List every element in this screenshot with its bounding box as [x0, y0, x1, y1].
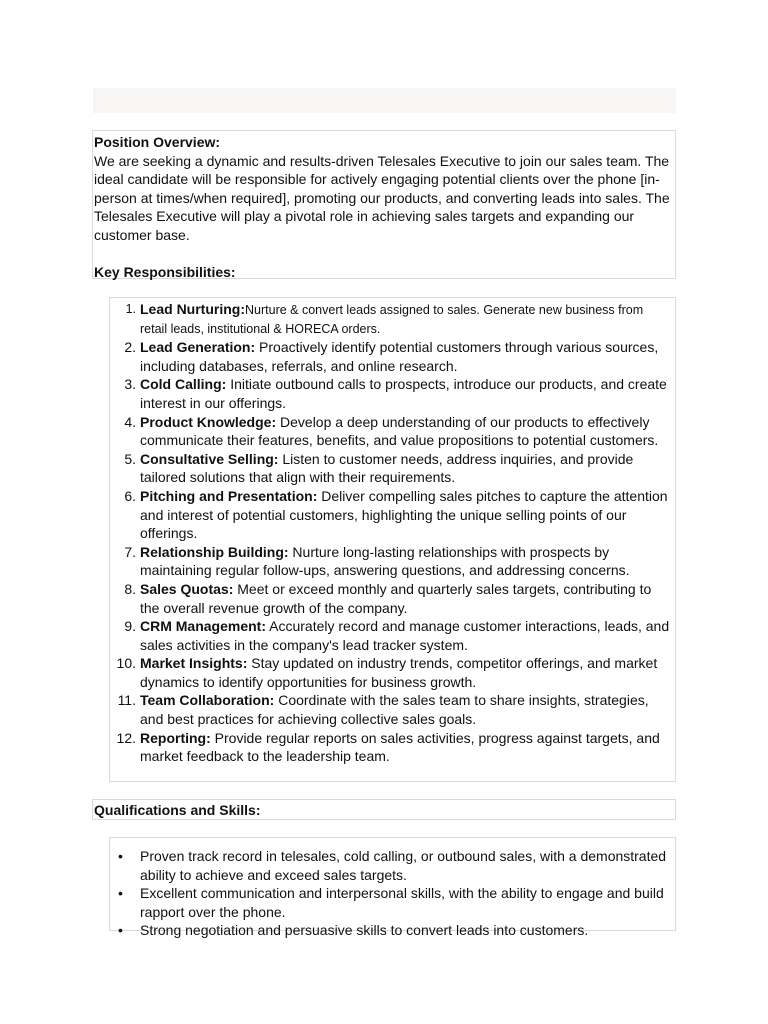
responsibilities-section [109, 297, 676, 782]
list-item [114, 847, 671, 884]
list-item [114, 921, 671, 940]
position-overview-section [92, 130, 676, 279]
list-item [114, 580, 671, 617]
spacer [94, 245, 673, 264]
item-number: 4. [124, 413, 136, 430]
item-term: Lead Generation: [140, 339, 256, 356]
item-text: Develop a deep understanding of our products to effectively communicate their features, benefits, and value propositions to potential customers. [140, 413, 659, 449]
list-item [114, 729, 671, 766]
item-term: Reporting: [140, 729, 211, 746]
bullet-icon: • [118, 848, 123, 864]
item-text: Proven track record in telesales, cold calling, or outbound sales, with a demonstrated ability to achieve and exceed sales targets. [140, 848, 667, 883]
list-item [114, 543, 671, 580]
list-item [114, 654, 671, 691]
qualifications-section [109, 837, 676, 939]
item-number: 10. [116, 655, 136, 672]
list-item [114, 487, 671, 543]
item-number: 11. [117, 692, 136, 709]
list-item [114, 300, 671, 338]
item-text: Nurture long-lasting relationships with prospects by maintaining regular follow-ups, answering questions, and addressing concerns. [140, 543, 630, 579]
list-item [114, 617, 671, 654]
item-text: Provide regular reports on sales activities, progress against targets, and market feedback to the leadership team. [140, 729, 660, 765]
item-number: 12. [116, 729, 136, 746]
item-text: Coordinate with the sales team to share insights, strategies, and best practices for achieving collective sales goals. [140, 692, 649, 728]
bullet-icon: • [118, 885, 123, 902]
item-term: Pitching and Presentation: [140, 487, 318, 504]
header-bar [93, 88, 676, 113]
list-item [114, 413, 671, 450]
item-text: Accurately record and manage customer interactions, leads, and sales activities in the company's lead tracker system. [140, 618, 670, 653]
list-item [114, 884, 671, 921]
bullet-icon: • [118, 922, 123, 939]
item-text: Strong negotiation and persuasive skills to convert leads into customers. [140, 922, 589, 939]
list-item [114, 450, 671, 487]
key-responsibilities-heading: Key Responsibilities: [94, 264, 236, 281]
item-number: 8. [124, 580, 136, 597]
item-number: 1. [125, 302, 136, 316]
item-number: 3. [124, 376, 136, 393]
item-term: Lead Nurturing: [140, 301, 245, 317]
list-item [114, 375, 671, 412]
item-text: Proactively identify potential customers through various sources, including databases, referrals, and online research. [140, 339, 659, 374]
item-number: 2. [124, 339, 136, 356]
item-term: Product Knowledge: [140, 413, 277, 430]
responsibilities-list [114, 300, 671, 766]
position-overview-body: We are seeking a dynamic and results-driven Telesales Executive to join our sales team. The ideal candidate will be responsible for actively engaging potential clients over the phone [in-person at times/when required], promoting our products, and converting leads into sales. The Telesales Executive will play a pivotal role in achieving sales targets and expanding our customer base. [94, 152, 670, 243]
item-text: Initiate outbound calls to prospects, introduce our products, and create interest in our offerings. [140, 376, 667, 411]
item-text: Listen to customer needs, address inquiries, and provide tailored solutions that align with their requirements. [140, 450, 634, 486]
qualifications-list [114, 847, 671, 940]
list-item [114, 691, 671, 728]
item-term: Relationship Building: [140, 543, 289, 560]
item-term: Sales Quotas: [140, 580, 234, 597]
item-number: 5. [124, 450, 136, 467]
item-number: 9. [124, 618, 136, 635]
item-text: Excellent communication and interpersonal skills, with the ability to engage and build rapport over the phone. [140, 885, 664, 920]
item-term: Market Insights: [140, 655, 248, 672]
item-text: Stay updated on industry trends, competitor offerings, and market dynamics to identify opportunities for business growth. [140, 655, 658, 690]
qualifications-heading: Qualifications and Skills: [92, 799, 676, 820]
position-overview-heading: Position Overview: [94, 134, 221, 150]
item-term: CRM Management: [140, 618, 267, 635]
item-number: 7. [124, 543, 136, 560]
list-item [114, 338, 671, 375]
item-term: Team Collaboration: [140, 692, 275, 709]
item-text: Nurture & convert leads assigned to sales. Generate new business from retail leads, institutional & HORECA orders. [140, 303, 644, 336]
item-text: Meet or exceed monthly and quarterly sales targets, contributing to the overall revenue growth of the company. [140, 580, 652, 616]
item-number: 6. [124, 487, 136, 504]
item-term: Consultative Selling: [140, 450, 279, 467]
item-text: Deliver compelling sales pitches to capture the attention and interest of potential customers, highlighting the unique selling points of our offerings. [140, 487, 668, 542]
item-term: Cold Calling: [140, 376, 227, 393]
